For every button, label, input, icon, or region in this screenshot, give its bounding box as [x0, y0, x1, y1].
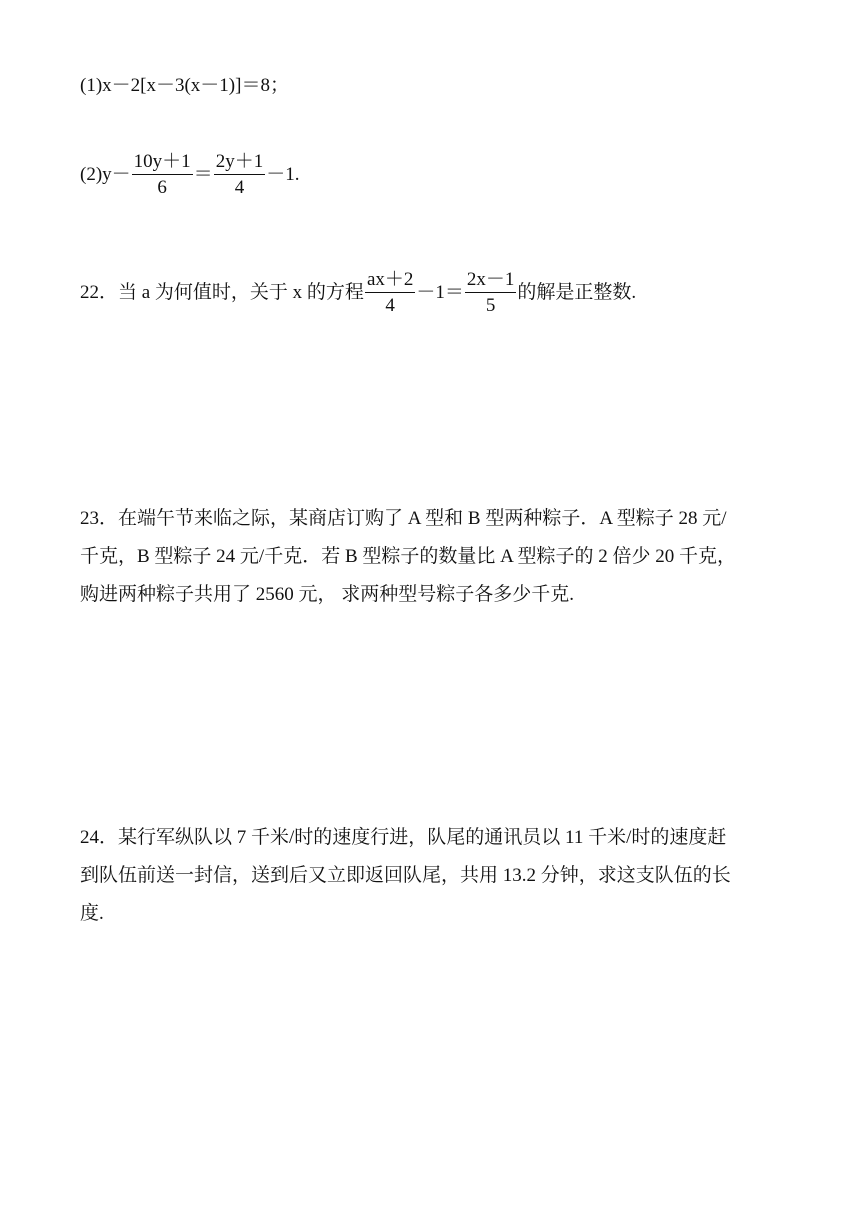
q22-fraction-2: [465, 268, 517, 319]
q23-line-3: 购进两种粽子共用了 2560 元， 求两种型号粽子各多少千克.: [80, 584, 575, 605]
q23-line-2: 千克，B 型粽子 24 元/千克．若 B 型粽子的数量比 A 型粽子的 2 倍少 20 千克，: [80, 546, 737, 567]
q22-middle: －1＝: [416, 281, 464, 303]
fraction-numerator: 2x－1: [465, 268, 517, 293]
q21-part2-prefix: (2)y－: [80, 163, 131, 185]
q23: [80, 500, 792, 614]
q21-part2-fraction-1: [132, 150, 193, 201]
q24: [80, 819, 792, 933]
q21-part1: (1)x－2[x－3(x－1)]＝8；: [80, 75, 289, 96]
fraction-numerator: 2y＋1: [214, 150, 266, 175]
q21-part2-equals: ＝: [193, 163, 213, 185]
q21-part2: [80, 150, 299, 201]
q24-line-3: 度.: [80, 903, 104, 924]
q21-part2-suffix: －1.: [266, 163, 300, 185]
q22-prefix: 22．当 a 为何值时，关于 x 的方程: [80, 281, 364, 303]
fraction-denominator: 4: [234, 177, 245, 198]
q22-suffix: 的解是正整数.: [517, 281, 637, 303]
fraction-denominator: 6: [157, 177, 167, 198]
q21-part2-fraction-2: [214, 150, 266, 201]
q24-line-2: 到队伍前送一封信，送到后又立即返回队尾，共用 13.2 分钟，求这支队伍的长: [80, 865, 731, 886]
q23-line-1: 23．在端午节来临之际，某商店订购了 A 型和 B 型两种粽子．A 型粽子 28 元/: [80, 508, 727, 529]
fraction-numerator: ax＋2: [365, 268, 415, 293]
fraction-numerator: 10y＋1: [132, 150, 193, 175]
q24-line-1: 24．某行军纵队以 7 千米/时的速度行进，队尾的通讯员以 11 千米/时的速度赶: [80, 827, 727, 848]
fraction-denominator: 4: [385, 295, 395, 316]
q22: [80, 268, 636, 319]
fraction-denominator: 5: [485, 295, 496, 316]
q22-fraction-1: [365, 268, 415, 319]
